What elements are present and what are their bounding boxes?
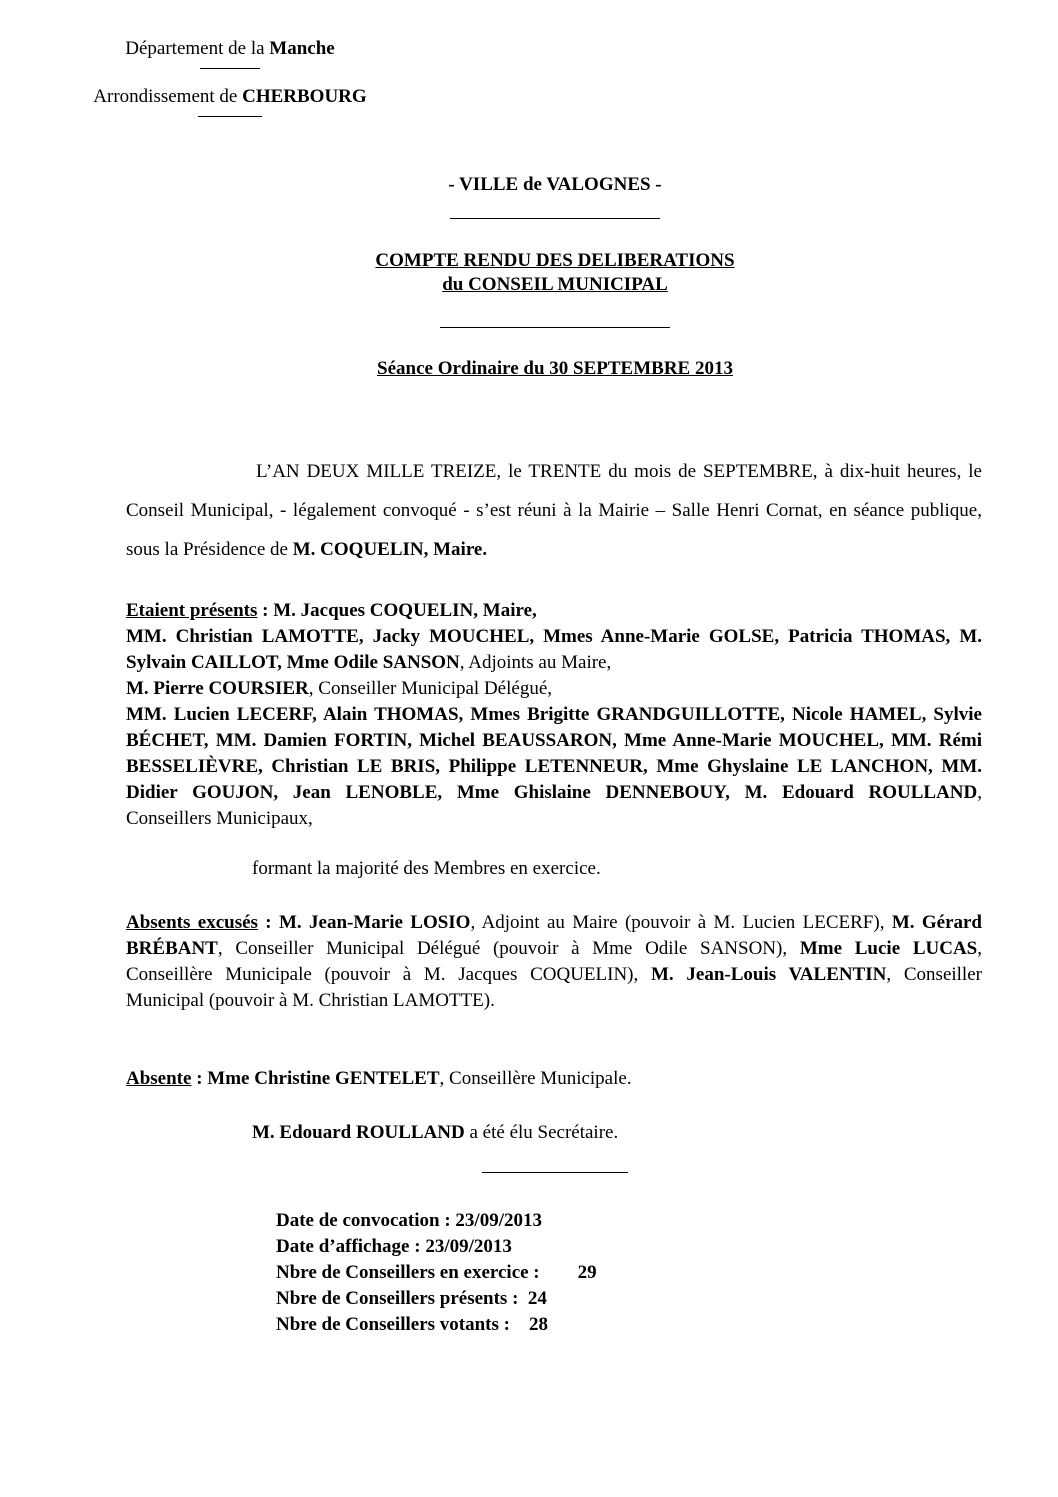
ville-title: - VILLE de VALOGNES - bbox=[448, 174, 662, 195]
arrondissement-header bbox=[60, 84, 400, 117]
presents-line-adjoints bbox=[126, 624, 982, 676]
compte-rendu-line-1: COMPTE RENDU DES DELIBERATIONS bbox=[375, 250, 735, 271]
presents-label: Etaient présents bbox=[126, 600, 258, 621]
absent-detail: , Conseiller Municipal Délégué (pouvoir à Mme Odile SANSON), bbox=[217, 938, 800, 959]
absente-section bbox=[126, 1068, 632, 1090]
majorite-text: formant la majorité des Membres en exercice. bbox=[252, 858, 601, 879]
presents-count-label: Nbre de Conseillers présents : bbox=[276, 1288, 528, 1309]
presents-count-row bbox=[276, 1286, 597, 1312]
presents-count-value: 24 bbox=[527, 1288, 547, 1309]
absente-name: Mme Christine GENTELET bbox=[207, 1068, 440, 1089]
exercice-row bbox=[276, 1260, 597, 1286]
arrondissement-prefix: Arrondissement de bbox=[93, 86, 243, 107]
conseillers-names: MM. Lucien LECERF, Alain THOMAS, Mmes Brigitte GRANDGUILLOTTE, Nicole HAMEL, Sylvie BÉCHET, MM. Damien FORTIN, Michel BEAUSSARON, Mme Anne-Marie MOUCHEL, MM. Rémi BESSELIÈVRE, Christian LE BRIS, Philippe LETENNEUR, Mme Ghyslaine LE LANCHON, MM. Didier GOUJON, Jean LENOBLE, Mme Ghislaine DENNEBOUY, M. Edouard ROULLAND bbox=[126, 704, 982, 803]
secretaire-name: M. Edouard ROULLAND bbox=[252, 1122, 465, 1143]
absente-role: , Conseillère Municipale. bbox=[439, 1068, 632, 1089]
absent-name: M. Gérard BRÉBANT bbox=[126, 912, 982, 959]
absent-detail: , Adjoint au Maire (pouvoir à M. Lucien LECERF), bbox=[470, 912, 892, 933]
conseillers-role: , Conseillers Municipaux, bbox=[126, 782, 982, 829]
label-separator: : bbox=[257, 600, 274, 621]
dashed-divider bbox=[440, 327, 670, 328]
secretaire-line bbox=[252, 1122, 618, 1144]
presents-line-delegue bbox=[126, 676, 982, 702]
departement-header bbox=[60, 36, 400, 69]
affichage-value: 23/09/2013 bbox=[425, 1236, 512, 1257]
president-name: M. COQUELIN, Maire. bbox=[292, 539, 488, 560]
affichage-row bbox=[276, 1234, 597, 1260]
departement-line bbox=[60, 36, 400, 62]
presents-line-conseillers bbox=[126, 702, 982, 832]
label-separator: : bbox=[257, 912, 279, 933]
convocation-value: 23/09/2013 bbox=[455, 1210, 542, 1231]
absent-detail: , Conseiller Municipal (pouvoir à M. Christian LAMOTTE). bbox=[126, 964, 982, 1011]
affichage-label: Date d’affichage : bbox=[276, 1236, 426, 1257]
header-divider bbox=[200, 68, 260, 69]
departement-name: Manche bbox=[269, 38, 335, 59]
exercice-label: Nbre de Conseillers en exercice : bbox=[276, 1262, 578, 1283]
delegue-name: M. Pierre COURSIER bbox=[126, 678, 309, 699]
convocation-row bbox=[276, 1208, 597, 1234]
arrondissement-name: CHERBOURG bbox=[242, 86, 367, 107]
absent-detail: , Conseillère Municipale (pouvoir à M. Jacques COQUELIN), bbox=[126, 938, 982, 985]
votants-value: 28 bbox=[528, 1314, 548, 1335]
intro-text: L’AN DEUX MILLE TREIZE, le TRENTE du mois de SEPTEMBRE, à dix-huit heures, le Conseil Municipal, - légalement convoqué - s’est réuni à la Mairie – Salle Henri Cornat, en séance publique, sous la Présidence de bbox=[126, 461, 982, 560]
header-divider bbox=[198, 116, 262, 117]
departement-prefix: Département de la bbox=[125, 38, 270, 59]
secretaire-text: a été élu Secrétaire. bbox=[464, 1122, 619, 1143]
absent-name: M. Jean-Louis VALENTIN bbox=[650, 964, 887, 985]
maire-name: M. Jacques COQUELIN, Maire, bbox=[273, 600, 537, 621]
votants-label: Nbre de Conseillers votants : bbox=[276, 1314, 529, 1335]
absent-name: M. Jean-Marie LOSIO bbox=[278, 912, 471, 933]
title-divider bbox=[450, 218, 660, 219]
compte-rendu-line-2: du CONSEIL MUNICIPAL bbox=[442, 274, 668, 295]
absent-name: Mme Lucie LUCAS bbox=[799, 938, 978, 959]
presents-section bbox=[126, 598, 982, 832]
stats-block bbox=[276, 1208, 597, 1338]
adjoints-role: , Adjoints au Maire, bbox=[459, 652, 612, 673]
delegue-role: , Conseiller Municipal Délégué, bbox=[308, 678, 553, 699]
convocation-label: Date de convocation : bbox=[276, 1210, 456, 1231]
title-block bbox=[280, 172, 830, 380]
intro-paragraph bbox=[126, 452, 982, 569]
absents-excuses-label: Absents excusés bbox=[126, 912, 258, 933]
adjoints-names: MM. Christian LAMOTTE, Jacky MOUCHEL, Mmes Anne-Marie GOLSE, Patricia THOMAS, M. Sylvain CAILLOT, Mme Odile SANSON bbox=[126, 626, 982, 673]
compte-rendu-title bbox=[280, 249, 830, 297]
exercice-value: 29 bbox=[577, 1262, 597, 1283]
dashed-divider bbox=[482, 1172, 628, 1173]
votants-row bbox=[276, 1312, 597, 1338]
arrondissement-line bbox=[60, 84, 400, 110]
absente-label: Absente bbox=[126, 1068, 192, 1089]
absents-excuses-section bbox=[126, 910, 982, 1014]
seance-title: Séance Ordinaire du 30 SEPTEMBRE 2013 bbox=[377, 358, 733, 379]
label-separator: : bbox=[191, 1068, 208, 1089]
presents-line-maire bbox=[126, 598, 982, 624]
